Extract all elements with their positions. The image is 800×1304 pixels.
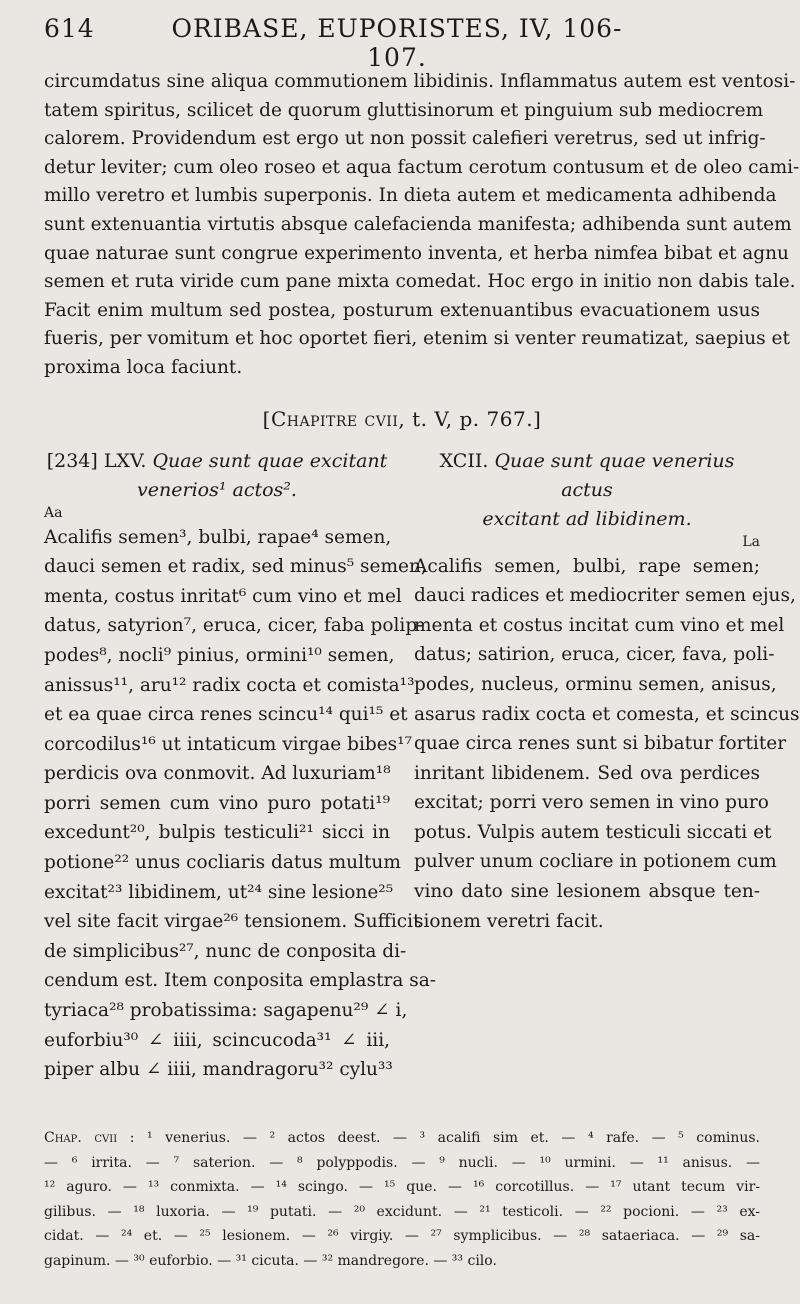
running-head [44, 14, 760, 72]
column-line: dauci radices et mediocriter semen ejus, [414, 585, 796, 607]
paragraph-line: sunt extenuantia virtutis absque calefacienda manifesta; adhibenda sunt autem [44, 213, 792, 235]
apparatus-line: ¹² aguro. — ¹³ conmixta. — ¹⁴ scingo. — ¹⁵ que. — ¹⁶ corcotillus. — ¹⁷ utant tecum vir- [44, 1179, 760, 1196]
left-column-text [44, 523, 437, 1085]
column-line: anissus¹¹, aru¹² radix cocta et comista¹³ [44, 674, 415, 696]
column-line: menta et costus incitat cum vino et mel [414, 614, 785, 636]
column-line: dauci semen et radix, sed minus⁵ semen, [44, 556, 427, 578]
column-line: piper albu ∠ iiii, mandragoru³² cylu³³ [44, 1059, 393, 1081]
apparatus-line: gapinum. — ³⁰ euforbio. — ³¹ cicuta. — ³² mandregore. — ³³ cilo. [44, 1252, 497, 1269]
apparatus-text: : ¹ venerius. — ² actos deest. — ³ acalifi sim et. — ⁴ rafe. — ⁵ cominus. [129, 1130, 760, 1146]
left-siglum: Aa [44, 504, 63, 521]
column-line: perdicis ova conmovit. Ad luxuriam¹⁸ [44, 763, 391, 785]
column-line: Acalifis semen³, bulbi, rapae⁴ semen, [44, 526, 392, 548]
apparatus-line: gilibus. — ¹⁸ luxoria. — ¹⁹ putati. — ²⁰ excidunt. — ²¹ testicoli. — ²² pocioni. — ²³ ex- [44, 1203, 760, 1220]
column-line: podes, nucleus, orminu semen, anisus, [414, 673, 777, 695]
column-line: datus, satyrion⁷, eruca, cicer, faba polip- [44, 615, 424, 637]
paragraph-line: calorem. Providendum est ergo ut non possit calefieri veretrus, sed ut infrig- [44, 128, 766, 150]
right-heading-title: Quae sunt quae venerius actus [494, 449, 735, 501]
column-line: Acalifis semen, bulbi, rape semen; [414, 555, 760, 577]
paragraph-line: semen et ruta viride cum pane mixta comedat. Hoc ergo in initio non dabis tale. [44, 271, 796, 293]
column-line: euforbiu³⁰ ∠ iiii, scincucoda³¹ ∠ iii, [44, 1029, 390, 1051]
column-line: vel site facit virgae²⁶ tensionem. Sufficit [44, 911, 421, 933]
paragraph-line: detur leviter; cum oleo roseo et aqua factum cerotum contusum et de oleo cami- [44, 156, 800, 178]
column-line: pulver unum cocliare in potionem cum [414, 851, 777, 873]
column-line: datus; satirion, eruca, cicer, fava, poli- [414, 644, 775, 666]
left-heading-title-cont: venerios¹ actos². [137, 478, 297, 501]
right-column-heading [414, 447, 760, 534]
column-line: vino dato sine lesionem absque ten- [414, 881, 760, 903]
paragraph-line: tatem spiritus, scilicet de quorum gluttisinorum et pinguium sub mediocrem [44, 99, 764, 121]
critical-apparatus [44, 1126, 760, 1274]
chapter-ref-prefix: [ [262, 406, 271, 431]
parallel-columns [44, 447, 800, 1085]
column-line: podes⁸, nocli⁹ pinius, ormini¹⁰ semen, [44, 644, 395, 666]
left-column [44, 447, 437, 1085]
chapter-ref-rest: , t. V, p. 767.] [398, 406, 542, 431]
right-heading-title-cont: excitant ad libidinem. [482, 507, 692, 530]
column-line: et ea quae circa renes scincu¹⁴ qui¹⁵ et [44, 704, 408, 726]
column-line: de simplicibus²⁷, nunc de conposita di- [44, 940, 407, 962]
right-heading-number: XCII. [439, 449, 489, 472]
column-line: excedunt²⁰, bulpis testiculi²¹ sicci in [44, 822, 390, 844]
column-line: excitat; porri vero semen in vino puro [414, 792, 769, 814]
apparatus-line: — ⁶ irrita. — ⁷ saterion. — ⁸ polyppodis. — ⁹ nucli. — ¹⁰ urmini. — ¹¹ anisus. — [44, 1154, 760, 1171]
column-line: potione²² unus cocliaris datus multum [44, 852, 401, 874]
apparatus-line [44, 1126, 760, 1151]
paragraph-line: quae naturae sunt congrue experimento inventa, et herba nimfea bibat et agnu [44, 242, 789, 264]
right-column [414, 447, 800, 1085]
left-heading-number: [234] LXV. [46, 449, 147, 472]
column-line: quae circa renes sunt si bibatur fortiter [414, 733, 787, 755]
opening-paragraph [44, 68, 800, 383]
chapter-reference [44, 407, 760, 431]
left-column-heading [44, 447, 390, 505]
column-line: asarus radix cocta et comesta, et scincus [414, 703, 800, 725]
column-line: menta, costus inritat⁶ cum vino et mel [44, 585, 402, 607]
right-column-text [414, 552, 800, 937]
paragraph-line: proxima loca faciunt. [44, 356, 243, 378]
column-line: potus. Vulpis autem testiculi siccati et [414, 821, 772, 843]
apparatus-line: cidat. — ²⁴ et. — ²⁵ lesionem. — ²⁶ virgiy. — ²⁷ symplicibus. — ²⁸ sataeriaca. — ²⁹ sa- [44, 1228, 760, 1245]
page-number: 614 [44, 14, 95, 43]
chapter-ref-chapitre: Chapitre cvii [270, 406, 399, 431]
column-line: inritant libidenem. Sed ova perdices [414, 762, 760, 784]
apparatus-label: Chap. cvii [44, 1130, 118, 1146]
paragraph-line: Facit enim multum sed postea, posturum extenuantibus evacuationem usus [44, 299, 760, 321]
column-line: corcodilus¹⁶ ut intaticum virgae bibes¹⁷ [44, 733, 413, 755]
column-line: sionem veretri facit. [414, 910, 604, 932]
column-line: excitat²³ libidinem, ut²⁴ sine lesione²⁵ [44, 881, 394, 903]
right-siglum: La [742, 533, 760, 550]
column-line: cendum est. Item conposita emplastra sa- [44, 970, 437, 992]
paragraph-line: millo veretro et lumbis superponis. In dieta autem et medicamenta adhibenda [44, 185, 777, 207]
running-head-title: ORIBASE, EUPORISTES, IV, 106-107. [171, 14, 623, 72]
column-line: tyriaca²⁸ probatissima: sagapenu²⁹ ∠ i, [44, 1000, 408, 1022]
left-heading-title: Quae sunt quae excitant [152, 449, 388, 472]
column-line: porri semen cum vino puro potati¹⁹ [44, 792, 390, 814]
paragraph-line: fueris, per vomitum et hoc oportet fieri, etenim si venter reumatizat, saepius et [44, 328, 790, 350]
paragraph-line: circumdatus sine aliqua commutionem libidinis. Inflammatus autem est ventosi- [44, 71, 796, 92]
